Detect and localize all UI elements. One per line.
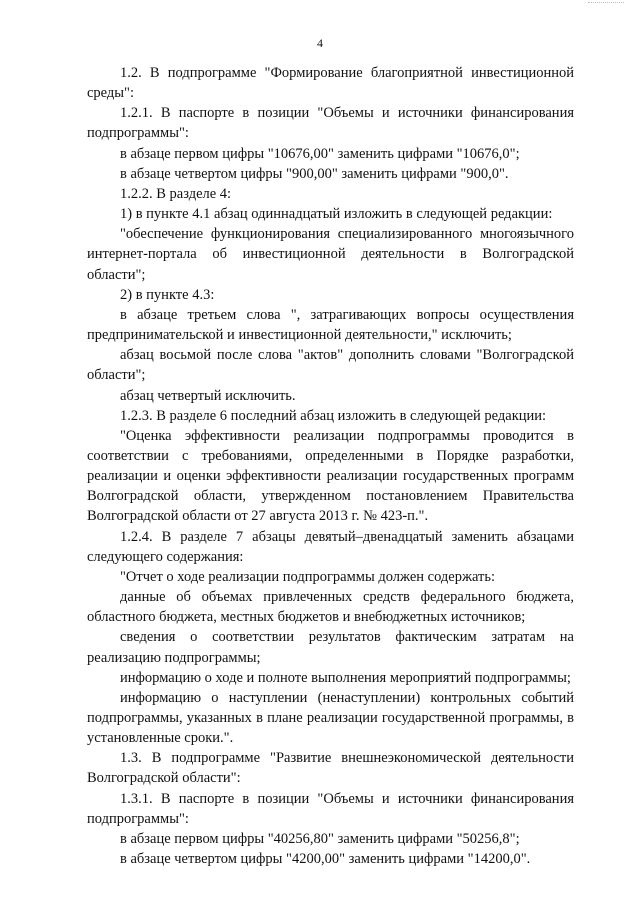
paragraph-quote-evaluation: "Оценка эффективности реализации подпрограммы проводится в соответствии с требованиями, определенными в Порядке разработки, реализации и оценки эффективности реализации государственных программ Волгоградской области, утвержденном постановлением Правительства Волгоградской области от 27 августа 2013 г. № 423-п.".: [87, 427, 574, 525]
paragraph-third-abzac: в абзаце третьем слова ", затрагивающих вопросы осуществления предпринимательской и инвестиционной деятельности," исключить;: [87, 306, 574, 344]
paragraph-report-events: информацию о наступлении (ненаступлении) контрольных событий подпрограммы, указанных в плане реализации государственной программы, в установленные сроки.".: [87, 689, 574, 747]
page-number: 4: [317, 36, 323, 50]
paragraph-report-progress: информацию о ходе и полноте выполнения мероприятий подпрограммы;: [120, 669, 571, 686]
scan-corner-mark: [588, 2, 624, 6]
document-body: [87, 63, 574, 869]
paragraph-quote-portal: "обеспечение функционирования специализированного многоязычного интернет-портала об инвестиционной деятельности в Волгоградской области";: [87, 226, 574, 283]
paragraph-report-costs: сведения о соответствии результатов фактическим затратам на реализацию подпрограммы;: [87, 629, 574, 666]
paragraph-1-2-4: 1.2.4. В разделе 7 абзацы девятый–двенадцатый заменить абзацами следующего содержания:: [87, 528, 574, 565]
paragraph-1-2-1: 1.2.1. В паспорте в позиции "Объемы и источники финансирования подпрограммы":: [87, 105, 574, 142]
paragraph-item-2: 2) в пункте 4.3:: [120, 286, 215, 303]
paragraph-1-3: 1.3. В подпрограмме "Развитие внешнеэкономической деятельности Волгоградской области":: [87, 750, 574, 787]
paragraph-1-2-2: 1.2.2. В разделе 4:: [120, 185, 232, 202]
paragraph-fourth-figures: в абзаце четвертом цифры "900,00" заменить цифрами "900,0".: [120, 165, 509, 182]
paragraph-item-1: 1) в пункте 4.1 абзац одиннадцатый изложить в следующей редакции:: [120, 206, 553, 223]
paragraph-first-figures: в абзаце первом цифры "10676,00" заменить цифрами "10676,0";: [120, 145, 520, 162]
paragraph-report-intro: "Отчет о ходе реализации подпрограммы должен содержать:: [120, 568, 496, 585]
paragraph-1-2-3: 1.2.3. В разделе 6 последний абзац изложить в следующей редакции:: [120, 407, 547, 424]
paragraph-1-2: 1.2. В подпрограмме "Формирование благоприятной инвестиционной среды":: [87, 65, 574, 102]
paragraph-fourth-figures-2: в абзаце четвертом цифры "4200,00" заменить цифрами "14200,0".: [120, 851, 531, 868]
paragraph-eighth-abzac: абзац восьмой после слова "актов" дополнить словами "Волгоградской области";: [87, 347, 574, 384]
paragraph-report-funds: данные об объемах привлеченных средств федерального бюджета, областного бюджета, местных бюджетов и внебюджетных источников;: [87, 589, 574, 626]
paragraph-1-3-1: 1.3.1. В паспорте в позиции "Объемы и источники финансирования подпрограммы":: [87, 790, 574, 827]
paragraph-fourth-abzac: абзац четвертый исключить.: [120, 387, 296, 404]
paragraph-first-figures-2: в абзаце первом цифры "40256,80" заменить цифрами "50256,8";: [120, 830, 520, 847]
